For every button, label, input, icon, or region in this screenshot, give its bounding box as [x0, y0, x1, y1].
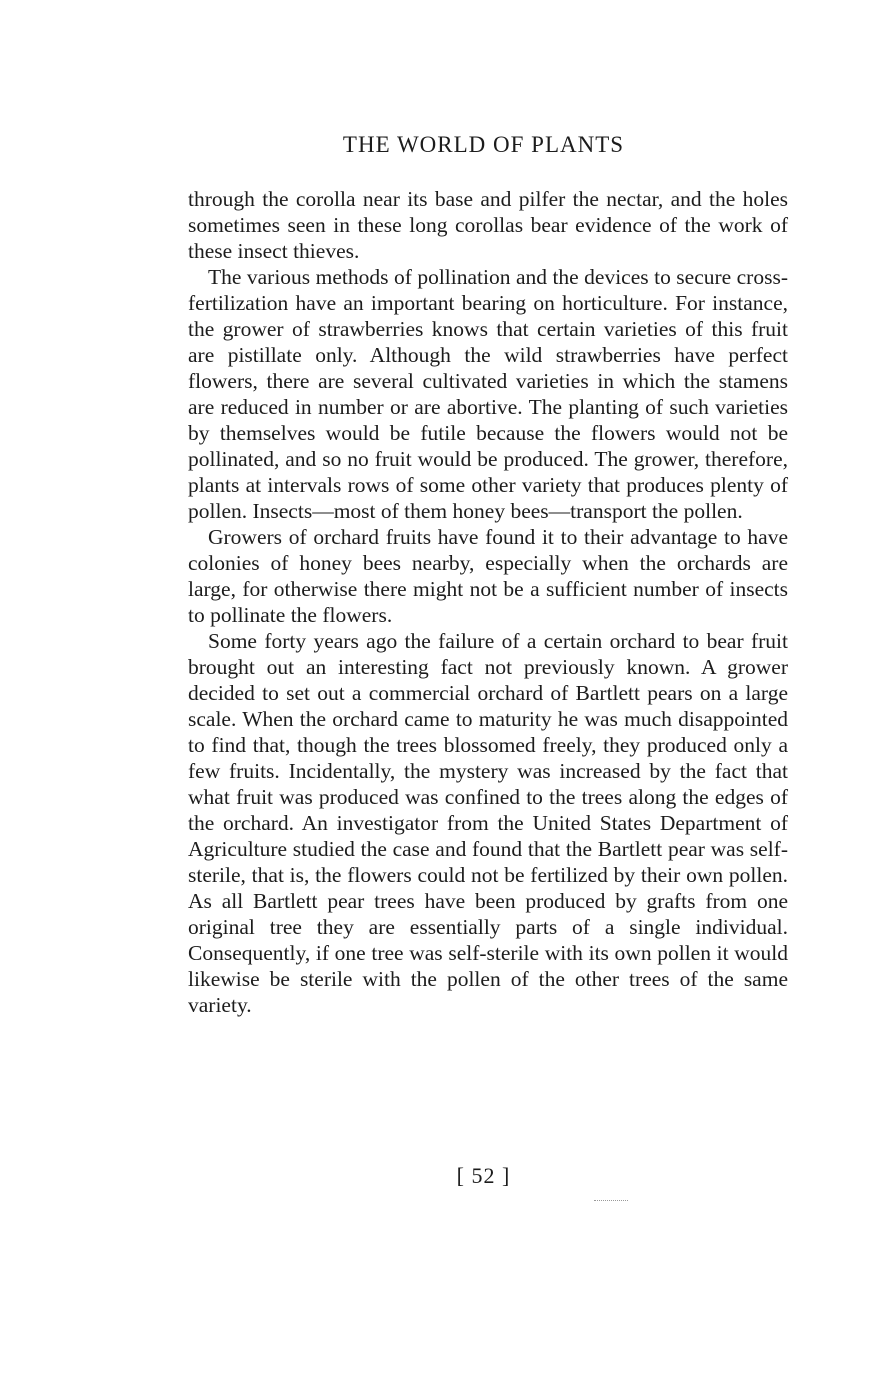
running-head: THE WORLD OF PLANTS [342, 132, 625, 157]
paragraph-pollination-methods: The various methods of pollination and the devices to secure cross-fertilization have an important bearing on horticulture. For instance, the grower of strawberries knows that certain varieties of this fruit are pistillate only. Although the wild strawberries have perfect flowers, there are several cultivated varieties in which the stamens are reduced in number or are abortive. The planting of such varieties by themselves would be futile because the flowers would not be pollinated, and so no fruit would be produced. The grower, therefore, plants at intervals rows of some other variety that produces plenty of pollen. Insects—most of them honey bees—transport the pollen. [188, 265, 788, 523]
paragraph-orchard-growers: Growers of orchard fruits have found it to their advantage to have colonies of honey bees nearby, especially when the orchards are large, for otherwise there might not be a sufficient number of insects to pollinate the flowers. [188, 525, 788, 627]
scan-speck [594, 1200, 628, 1202]
page-number: [ 52 ] [456, 1163, 511, 1188]
paragraph-bartlett-pears: Some forty years ago the failure of a certain orchard to bear fruit brought out an interesting fact not previously known. A grower decided to set out a commercial orchard of Bartlett pears on a large scale. When the orchard came to maturity he was much disappointed to find that, though the trees blossomed freely, they produced only a few fruits. Incidentally, the mystery was increased by the fact that what fruit was produced was confined to the trees along the edges of the orchard. An investigator from the United States Department of Agriculture studied the case and found that the Bartlett pear was self-sterile, that is, the flowers could not be fertilized by their own pollen. As all Bartlett pear trees have been produced by grafts from one original tree they are essentially parts of a single individual. Consequently, if one tree was self-sterile with its own pollen it would likewise be sterile with the pollen of the other trees of the same variety. [188, 629, 788, 1017]
body-text [188, 186, 788, 1018]
paragraph-continued: through the corolla near its base and pilfer the nectar, and the holes sometimes seen in these long corollas bear evidence of the work of these insect thieves. [188, 187, 788, 263]
